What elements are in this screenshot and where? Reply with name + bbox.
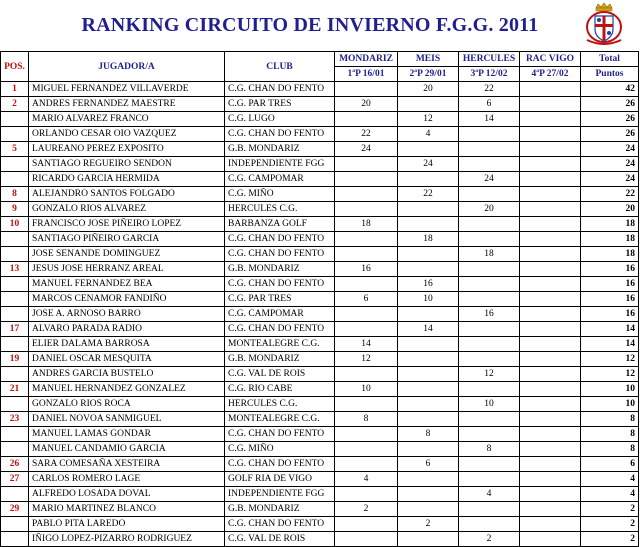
- position-cell: 17: [1, 322, 29, 337]
- event-4-points-cell: [520, 487, 581, 502]
- player-name-cell: ALVARO PARADA RADIO: [29, 322, 225, 337]
- event-2-points-cell: 20: [398, 82, 459, 97]
- event-2-points-cell: [398, 352, 459, 367]
- header-row: [1, 52, 639, 67]
- column-header-event-3: HERCULES: [459, 52, 520, 67]
- event-1-points-cell: [335, 322, 398, 337]
- event-1-points-cell: 6: [335, 292, 398, 307]
- event-2-points-cell: [398, 142, 459, 157]
- event-1-points-cell: 20: [335, 97, 398, 112]
- position-cell: 13: [1, 262, 29, 277]
- event-1-points-cell: [335, 487, 398, 502]
- event-1-points-cell: [335, 247, 398, 262]
- club-cell: C.G. PAR TRES: [225, 97, 335, 112]
- event-1-points-cell: [335, 187, 398, 202]
- event-1-points-cell: [335, 277, 398, 292]
- position-cell: [1, 232, 29, 247]
- table-row: [1, 352, 639, 367]
- event-3-points-cell: 16: [459, 307, 520, 322]
- event-4-points-cell: [520, 82, 581, 97]
- event-2-points-cell: [398, 502, 459, 517]
- player-name-cell: MANUEL FERNANDEZ BEA: [29, 277, 225, 292]
- event-4-points-cell: [520, 532, 581, 547]
- position-cell: 27: [1, 472, 29, 487]
- position-cell: [1, 442, 29, 457]
- position-cell: 9: [1, 202, 29, 217]
- event-1-points-cell: [335, 157, 398, 172]
- event-1-points-cell: 16: [335, 262, 398, 277]
- player-name-cell: RICARDO GARCIA HERMIDA: [29, 172, 225, 187]
- event-1-points-cell: [335, 307, 398, 322]
- player-name-cell: JESUS JOSE HERRANZ AREAL: [29, 262, 225, 277]
- player-name-cell: ANDRES FERNANDEZ MAESTRE: [29, 97, 225, 112]
- event-4-points-cell: [520, 457, 581, 472]
- club-cell: C.G. VAL DE ROIS: [225, 367, 335, 382]
- column-header-club: CLUB: [225, 52, 335, 82]
- total-points-cell: 14: [581, 337, 639, 352]
- position-cell: 19: [1, 352, 29, 367]
- event-1-points-cell: [335, 367, 398, 382]
- event-1-points-cell: [335, 232, 398, 247]
- event-1-points-cell: [335, 517, 398, 532]
- total-points-cell: 18: [581, 232, 639, 247]
- club-cell: C.G. MIÑO: [225, 187, 335, 202]
- table-row: [1, 382, 639, 397]
- event-2-points-cell: [398, 412, 459, 427]
- total-points-cell: 26: [581, 97, 639, 112]
- event-2-points-cell: [398, 97, 459, 112]
- player-name-cell: JOSE SENANDE DOMINGUEZ: [29, 247, 225, 262]
- event-4-points-cell: [520, 442, 581, 457]
- event-4-points-cell: [520, 397, 581, 412]
- player-name-cell: ANDRES GARCIA BUSTELO: [29, 367, 225, 382]
- event-3-points-cell: 8: [459, 442, 520, 457]
- event-2-points-cell: [398, 367, 459, 382]
- club-cell: G.B. MONDARIZ: [225, 142, 335, 157]
- event-3-points-cell: [459, 352, 520, 367]
- ranking-table: [0, 51, 639, 547]
- column-header-player: JUGADOR/A: [29, 52, 225, 82]
- event-4-points-cell: [520, 232, 581, 247]
- club-cell: C.G. CHAN DO FENTO: [225, 277, 335, 292]
- total-points-cell: 4: [581, 472, 639, 487]
- total-points-cell: 16: [581, 262, 639, 277]
- total-points-label: Puntos: [581, 67, 639, 82]
- player-name-cell: CARLOS ROMERO LAGE: [29, 472, 225, 487]
- position-cell: [1, 397, 29, 412]
- position-cell: [1, 307, 29, 322]
- total-points-cell: 2: [581, 502, 639, 517]
- event-2-points-cell: 16: [398, 277, 459, 292]
- club-cell: C.G. CHAN DO FENTO: [225, 247, 335, 262]
- event-4-points-cell: [520, 187, 581, 202]
- event-3-points-cell: [459, 277, 520, 292]
- player-name-cell: PABLO PITA LAREDO: [29, 517, 225, 532]
- table-row: [1, 97, 639, 112]
- position-cell: 26: [1, 457, 29, 472]
- club-cell: C.G. CHAN DO FENTO: [225, 232, 335, 247]
- event-2-points-cell: 18: [398, 232, 459, 247]
- player-name-cell: ELIER DALAMA BARROSA: [29, 337, 225, 352]
- table-row: [1, 307, 639, 322]
- player-name-cell: FRANCISCO JOSE PIÑEIRO LOPEZ: [29, 217, 225, 232]
- player-name-cell: LAUREANO PEREZ EXPOSITO: [29, 142, 225, 157]
- event-1-points-cell: [335, 532, 398, 547]
- club-cell: GOLF RIA DE VIGO: [225, 472, 335, 487]
- player-name-cell: MIGUEL FERNANDEZ VILLAVERDE: [29, 82, 225, 97]
- table-body: [1, 82, 639, 547]
- event-2-points-cell: [398, 202, 459, 217]
- event-3-points-cell: 10: [459, 397, 520, 412]
- event-4-date: 4ªP 27/02: [520, 67, 581, 82]
- table-row: [1, 337, 639, 352]
- table-row: [1, 367, 639, 382]
- club-cell: C.G. CHAN DO FENTO: [225, 427, 335, 442]
- event-4-points-cell: [520, 517, 581, 532]
- event-3-points-cell: [459, 382, 520, 397]
- event-2-points-cell: 6: [398, 457, 459, 472]
- event-2-points-cell: [398, 382, 459, 397]
- event-2-points-cell: 12: [398, 112, 459, 127]
- event-4-points-cell: [520, 307, 581, 322]
- column-header-event-1: MONDARIZ: [335, 52, 398, 67]
- total-points-cell: 26: [581, 127, 639, 142]
- event-4-points-cell: [520, 97, 581, 112]
- event-2-points-cell: [398, 247, 459, 262]
- position-cell: 1: [1, 82, 29, 97]
- event-2-points-cell: [398, 442, 459, 457]
- club-cell: HERCULES C.G.: [225, 202, 335, 217]
- player-name-cell: GONZALO RIOS ALVAREZ: [29, 202, 225, 217]
- event-4-points-cell: [520, 202, 581, 217]
- event-3-points-cell: 24: [459, 172, 520, 187]
- column-header-total: Total: [581, 52, 639, 67]
- event-2-points-cell: [398, 397, 459, 412]
- total-points-cell: 22: [581, 187, 639, 202]
- table-row: [1, 262, 639, 277]
- event-4-points-cell: [520, 472, 581, 487]
- event-3-points-cell: [459, 427, 520, 442]
- club-cell: C.G. CAMPOMAR: [225, 307, 335, 322]
- page-title: RANKING CIRCUITO DE INVIERNO F.G.G. 2011: [81, 14, 539, 36]
- club-cell: C.G. CHAN DO FENTO: [225, 82, 335, 97]
- total-points-cell: 18: [581, 217, 639, 232]
- event-4-points-cell: [520, 277, 581, 292]
- column-header-pos: POS.: [1, 52, 29, 82]
- club-cell: BARBANZA GOLF: [225, 217, 335, 232]
- event-3-points-cell: 4: [459, 487, 520, 502]
- event-1-points-cell: [335, 457, 398, 472]
- event-4-points-cell: [520, 367, 581, 382]
- event-1-points-cell: [335, 427, 398, 442]
- player-name-cell: ORLANDO CESAR OIO VAZQUEZ: [29, 127, 225, 142]
- event-2-points-cell: [398, 307, 459, 322]
- event-4-points-cell: [520, 382, 581, 397]
- table-row: [1, 127, 639, 142]
- event-1-points-cell: 24: [335, 142, 398, 157]
- player-name-cell: DANIEL OSCAR MESQUITA: [29, 352, 225, 367]
- club-cell: C.G. VAL DE ROIS: [225, 532, 335, 547]
- event-3-points-cell: [459, 187, 520, 202]
- event-4-points-cell: [520, 112, 581, 127]
- table-row: [1, 187, 639, 202]
- table-row: [1, 442, 639, 457]
- table-row: [1, 502, 639, 517]
- position-cell: 21: [1, 382, 29, 397]
- event-2-points-cell: [398, 217, 459, 232]
- table-row: [1, 532, 639, 547]
- player-name-cell: MANUEL CANDAMIO GARCIA: [29, 442, 225, 457]
- table-row: [1, 202, 639, 217]
- event-2-points-cell: 8: [398, 427, 459, 442]
- event-1-points-cell: [335, 202, 398, 217]
- event-3-points-cell: [459, 127, 520, 142]
- table-row: [1, 397, 639, 412]
- event-2-points-cell: 24: [398, 157, 459, 172]
- total-points-cell: 4: [581, 487, 639, 502]
- total-points-cell: 24: [581, 172, 639, 187]
- table-row: [1, 142, 639, 157]
- total-points-cell: 20: [581, 202, 639, 217]
- event-4-points-cell: [520, 157, 581, 172]
- event-3-points-cell: [459, 217, 520, 232]
- total-points-cell: 16: [581, 277, 639, 292]
- position-cell: [1, 292, 29, 307]
- table-row: [1, 277, 639, 292]
- position-cell: [1, 337, 29, 352]
- total-points-cell: 12: [581, 367, 639, 382]
- event-3-points-cell: [459, 262, 520, 277]
- event-1-points-cell: 4: [335, 472, 398, 487]
- total-points-cell: 14: [581, 322, 639, 337]
- event-3-points-cell: [459, 322, 520, 337]
- event-4-points-cell: [520, 262, 581, 277]
- event-3-points-cell: 6: [459, 97, 520, 112]
- total-points-cell: 10: [581, 397, 639, 412]
- position-cell: [1, 172, 29, 187]
- event-3-points-cell: [459, 457, 520, 472]
- event-3-points-cell: [459, 157, 520, 172]
- event-4-points-cell: [520, 142, 581, 157]
- player-name-cell: SANTIAGO REGUEIRO SENDON: [29, 157, 225, 172]
- event-2-points-cell: [398, 262, 459, 277]
- total-points-cell: 16: [581, 292, 639, 307]
- table-row: [1, 82, 639, 97]
- club-cell: C.G. CHAN DO FENTO: [225, 457, 335, 472]
- total-points-cell: 6: [581, 457, 639, 472]
- event-2-points-cell: [398, 532, 459, 547]
- event-1-points-cell: [335, 82, 398, 97]
- event-2-points-cell: [398, 172, 459, 187]
- player-name-cell: JOSE A. ARNOSO BARRO: [29, 307, 225, 322]
- player-name-cell: IÑIGO LOPEZ-PIZARRO RODRIGUEZ: [29, 532, 225, 547]
- club-cell: C.G. MIÑO: [225, 442, 335, 457]
- event-4-points-cell: [520, 217, 581, 232]
- table-row: [1, 457, 639, 472]
- table-row: [1, 217, 639, 232]
- player-name-cell: MARIO ALVAREZ FRANCO: [29, 112, 225, 127]
- event-3-points-cell: [459, 142, 520, 157]
- position-cell: [1, 532, 29, 547]
- event-3-date: 3ªP 12/02: [459, 67, 520, 82]
- position-cell: [1, 127, 29, 142]
- position-cell: 29: [1, 502, 29, 517]
- table-row: [1, 232, 639, 247]
- position-cell: [1, 157, 29, 172]
- event-1-points-cell: 14: [335, 337, 398, 352]
- event-2-points-cell: [398, 472, 459, 487]
- event-1-points-cell: 22: [335, 127, 398, 142]
- event-3-points-cell: [459, 292, 520, 307]
- club-cell: C.G. CHAN DO FENTO: [225, 127, 335, 142]
- total-points-cell: 12: [581, 352, 639, 367]
- club-cell: MONTEALEGRE C.G.: [225, 337, 335, 352]
- player-name-cell: MANUEL HERNANDEZ GONZALEZ: [29, 382, 225, 397]
- event-2-points-cell: [398, 337, 459, 352]
- table-row: [1, 247, 639, 262]
- event-4-points-cell: [520, 502, 581, 517]
- event-2-date: 2ªP 29/01: [398, 67, 459, 82]
- position-cell: [1, 427, 29, 442]
- event-2-points-cell: 14: [398, 322, 459, 337]
- event-4-points-cell: [520, 127, 581, 142]
- table-row: [1, 427, 639, 442]
- total-points-cell: 10: [581, 382, 639, 397]
- event-2-points-cell: 4: [398, 127, 459, 142]
- event-1-points-cell: 18: [335, 217, 398, 232]
- position-cell: [1, 517, 29, 532]
- event-4-points-cell: [520, 172, 581, 187]
- event-3-points-cell: [459, 232, 520, 247]
- player-name-cell: MARIO MARTINEZ BLANCO: [29, 502, 225, 517]
- table-row: [1, 412, 639, 427]
- event-4-points-cell: [520, 412, 581, 427]
- event-3-points-cell: [459, 337, 520, 352]
- event-1-points-cell: [335, 172, 398, 187]
- event-3-points-cell: 18: [459, 247, 520, 262]
- total-points-cell: 24: [581, 142, 639, 157]
- position-cell: [1, 277, 29, 292]
- event-2-points-cell: 22: [398, 187, 459, 202]
- player-name-cell: DANIEL NOVOA SANMIGUEL: [29, 412, 225, 427]
- position-cell: [1, 487, 29, 502]
- player-name-cell: MANUEL LAMAS GONDAR: [29, 427, 225, 442]
- fgg-shield-crest-icon: [584, 2, 624, 46]
- position-cell: 8: [1, 187, 29, 202]
- event-3-points-cell: [459, 517, 520, 532]
- total-points-cell: 42: [581, 82, 639, 97]
- total-points-cell: 2: [581, 517, 639, 532]
- event-3-points-cell: 22: [459, 82, 520, 97]
- table-row: [1, 487, 639, 502]
- event-1-date: 1ªP 16/01: [335, 67, 398, 82]
- event-3-points-cell: [459, 472, 520, 487]
- club-cell: C.G. PAR TRES: [225, 292, 335, 307]
- event-4-points-cell: [520, 292, 581, 307]
- total-points-cell: 26: [581, 112, 639, 127]
- event-2-points-cell: 2: [398, 517, 459, 532]
- player-name-cell: SARA COMESAÑA XESTEIRA: [29, 457, 225, 472]
- table-row: [1, 172, 639, 187]
- player-name-cell: SANTIAGO PIÑEIRO GARCIA: [29, 232, 225, 247]
- event-3-points-cell: [459, 412, 520, 427]
- total-points-cell: 8: [581, 442, 639, 457]
- club-cell: MONTEALEGRE C.G.: [225, 412, 335, 427]
- event-1-points-cell: 10: [335, 382, 398, 397]
- total-points-cell: 2: [581, 532, 639, 547]
- event-3-points-cell: 2: [459, 532, 520, 547]
- club-cell: G.B. MONDARIZ: [225, 502, 335, 517]
- position-cell: 5: [1, 142, 29, 157]
- total-points-cell: 18: [581, 247, 639, 262]
- event-1-points-cell: 8: [335, 412, 398, 427]
- table-row: [1, 292, 639, 307]
- club-cell: INDEPENDIENTE FGG: [225, 487, 335, 502]
- table-row: [1, 517, 639, 532]
- club-cell: C.G. LUGO: [225, 112, 335, 127]
- event-4-points-cell: [520, 427, 581, 442]
- club-cell: C.G. CAMPOMAR: [225, 172, 335, 187]
- event-3-points-cell: 12: [459, 367, 520, 382]
- event-4-points-cell: [520, 322, 581, 337]
- player-name-cell: ALFREDO LOSADA DOVAL: [29, 487, 225, 502]
- club-cell: HERCULES C.G.: [225, 397, 335, 412]
- position-cell: [1, 247, 29, 262]
- column-header-event-4: RAC VIGO: [520, 52, 581, 67]
- position-cell: 23: [1, 412, 29, 427]
- position-cell: 10: [1, 217, 29, 232]
- event-1-points-cell: 12: [335, 352, 398, 367]
- player-name-cell: ALEJANDRO SANTOS FOLGADO: [29, 187, 225, 202]
- player-name-cell: MARCOS CENAMOR FANDIÑO: [29, 292, 225, 307]
- player-name-cell: GONZALO RIOS ROCA: [29, 397, 225, 412]
- position-cell: [1, 112, 29, 127]
- table-row: [1, 112, 639, 127]
- event-4-points-cell: [520, 247, 581, 262]
- event-3-points-cell: 20: [459, 202, 520, 217]
- event-1-points-cell: [335, 442, 398, 457]
- club-cell: C.G. CHAN DO FENTO: [225, 517, 335, 532]
- club-cell: G.B. MONDARIZ: [225, 262, 335, 277]
- event-1-points-cell: 2: [335, 502, 398, 517]
- event-3-points-cell: 14: [459, 112, 520, 127]
- event-2-points-cell: 10: [398, 292, 459, 307]
- event-3-points-cell: [459, 502, 520, 517]
- table-row: [1, 472, 639, 487]
- event-1-points-cell: [335, 112, 398, 127]
- table-row: [1, 322, 639, 337]
- club-cell: INDEPENDIENTE FGG: [225, 157, 335, 172]
- column-header-event-2: MEIS: [398, 52, 459, 67]
- position-cell: [1, 367, 29, 382]
- total-points-cell: 8: [581, 412, 639, 427]
- event-2-points-cell: [398, 487, 459, 502]
- event-1-points-cell: [335, 397, 398, 412]
- club-cell: C.G. CHAN DO FENTO: [225, 322, 335, 337]
- position-cell: 2: [1, 97, 29, 112]
- table-header: [1, 52, 639, 82]
- table-row: [1, 157, 639, 172]
- club-cell: C.G. RIO CABE: [225, 382, 335, 397]
- event-4-points-cell: [520, 337, 581, 352]
- club-cell: G.B. MONDARIZ: [225, 352, 335, 367]
- total-points-cell: 24: [581, 157, 639, 172]
- total-points-cell: 16: [581, 307, 639, 322]
- total-points-cell: 8: [581, 427, 639, 442]
- event-4-points-cell: [520, 352, 581, 367]
